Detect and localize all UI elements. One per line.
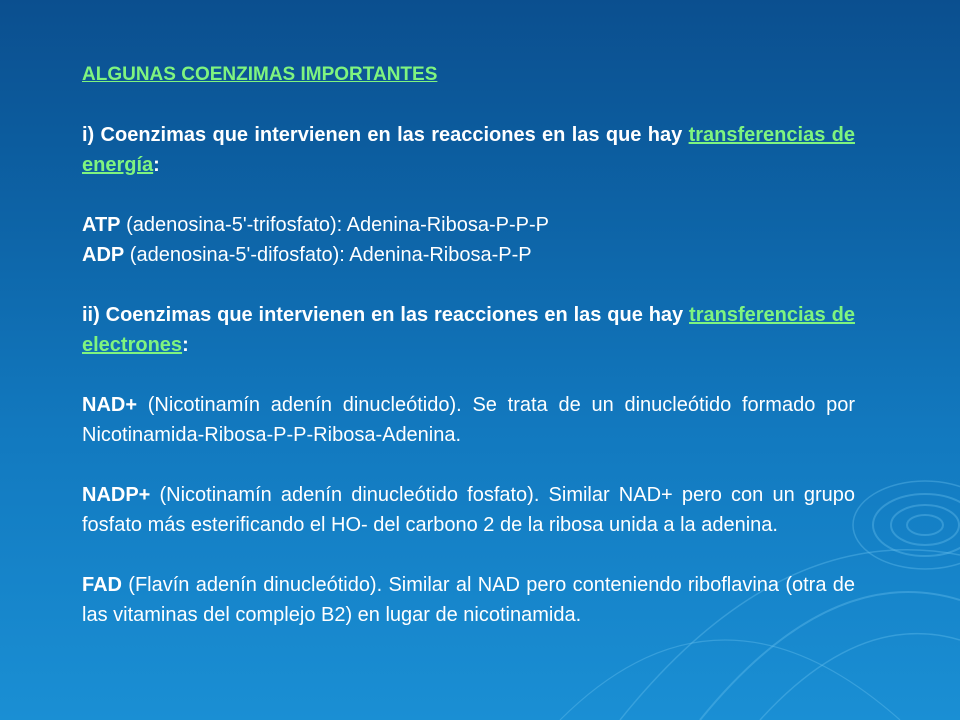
section-electron-transfer bbox=[82, 300, 855, 360]
fad-name: FAD bbox=[82, 574, 122, 596]
nadp-paragraph bbox=[82, 480, 855, 540]
slide-content bbox=[82, 60, 855, 630]
adp-desc: (adenosina-5'-difosfato): Adenina-Ribosa-P-P bbox=[124, 244, 532, 266]
adp-name: ADP bbox=[82, 244, 125, 266]
slide-title: ALGUNAS COENZIMAS IMPORTANTES bbox=[82, 64, 438, 85]
section-ii-intro: ii) Coenzimas que intervienen en las reacciones en las que hay bbox=[82, 304, 684, 326]
section-i-intro: i) Coenzimas que intervienen en las reacciones en las que hay bbox=[82, 124, 683, 146]
atp-line bbox=[82, 210, 855, 240]
nad-desc: (Nicotinamín adenín dinucleótido). Se trata de un dinucleótido formado por Nicotinamida-Ribosa-P-P-Ribosa-Adenina. bbox=[82, 394, 855, 446]
section-ii-colon: : bbox=[182, 334, 189, 356]
section-energy-transfer bbox=[82, 120, 855, 180]
atp-desc: (adenosina-5'-trifosfato): Adenina-Ribosa-P-P-P bbox=[120, 214, 549, 236]
nadp-desc: (Nicotinamín adenín dinucleótido fosfato). Similar NAD+ pero con un grupo fosfato más esterificando el HO- del carbono 2 de la ribosa unida a la adenina. bbox=[82, 484, 855, 536]
electron-transfer-link[interactable]: transferencias de electrones bbox=[82, 304, 855, 356]
fad-paragraph bbox=[82, 570, 855, 630]
energy-transfer-link[interactable]: transferencias de energía bbox=[82, 124, 855, 176]
adp-line bbox=[82, 240, 855, 270]
nad-paragraph bbox=[82, 390, 855, 450]
atp-name: ATP bbox=[82, 214, 121, 236]
section-i-colon: : bbox=[153, 154, 160, 176]
fad-desc: (Flavín adenín dinucleótido). Similar al NAD pero conteniendo riboflavina (otra de las vitaminas del complejo B2) en lugar de nicotinamida. bbox=[82, 574, 855, 626]
nadp-name: NADP+ bbox=[82, 484, 151, 506]
nad-name: NAD+ bbox=[82, 394, 138, 416]
